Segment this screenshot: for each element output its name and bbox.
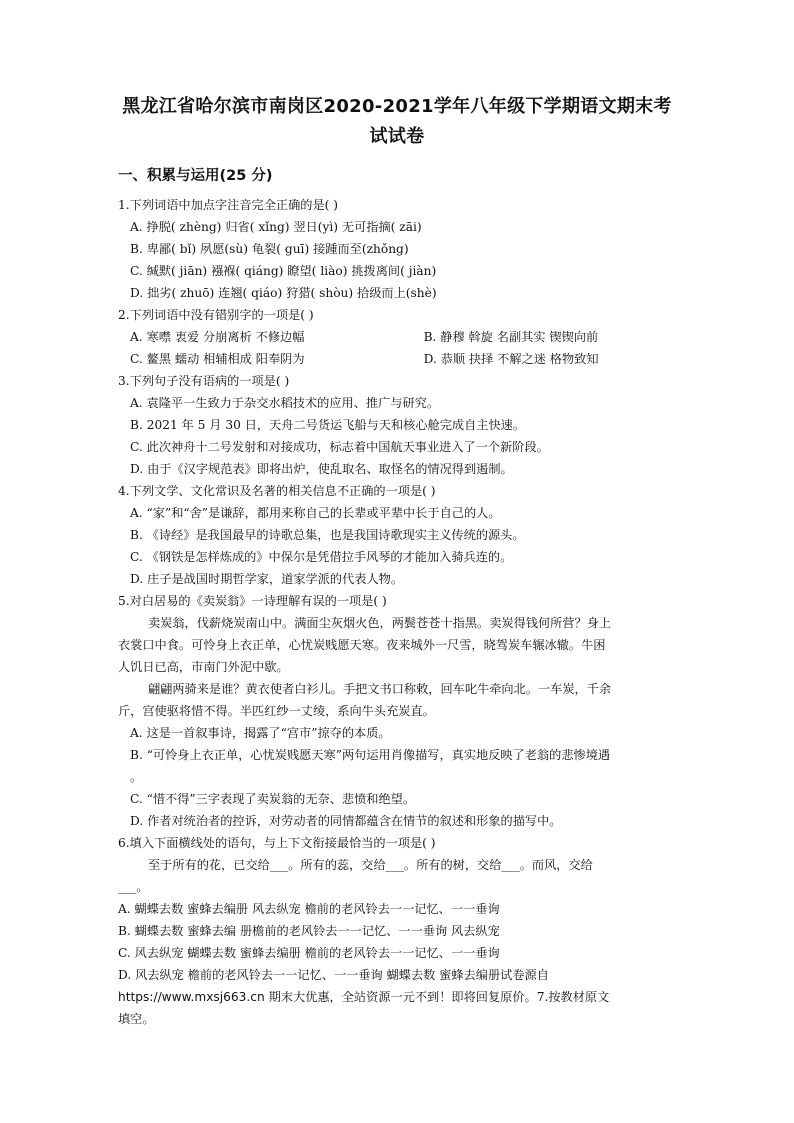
question-2-option-b: B. 静穆 斡旋 名副其实 锲锲向前	[423, 330, 599, 344]
question-2-option-d: D. 恭顺 抉择 不解之迷 格物致知	[423, 352, 599, 366]
question-1-option-b: B. 卑鄙( bǐ) 夙愿(sù) 龟裂( guī) 接踵而至(zhǒng)	[130, 242, 409, 256]
exam-title	[100, 92, 694, 152]
question-4-option-d: D. 庄子是战国时期哲学家，道家学派的代表人物。	[130, 572, 404, 586]
question-5-option-b-cont: 。	[130, 770, 143, 784]
question-6-stem: 6.填入下面横线处的语句，与上下文衔接最恰当的一项是( )	[118, 836, 436, 850]
title-line-2: 试试卷	[369, 126, 425, 147]
promo-line	[118, 986, 678, 1008]
question-1-option-a: A. 挣脱( zhèng) 归省( xǐng) 翌日(yì) 无可指摘( zāi)	[130, 220, 422, 234]
poem-line: 人饥日已高，市南门外泥中歇。	[118, 660, 289, 674]
question-6-option-c: C. 风去纵宠 蝴蝶去数 蜜蜂去编册 檐前的老风铃去一一记忆、一一垂询	[118, 946, 500, 960]
question-6-option-b: B. 蝴蝶去数 蜜蜂去编 册檐前的老风铃去一一记忆、一一垂询 风去纵宠	[118, 924, 500, 938]
question-1-stem: 1.下列词语中加点字注音完全正确的是( )	[118, 198, 339, 212]
question-1-option-d: D. 拙劣( zhuō) 连翘( qiáo) 狩猎( shòu) 拾级而上(shè)	[130, 286, 437, 300]
question-3-option-b: B. 2021 年 5 月 30 日，天舟二号货运飞船与天和核心舱完成自主快速。	[130, 418, 526, 432]
question-2-row-1	[118, 326, 678, 348]
question-4-stem: 4.下列文学、文化常识及名著的相关信息不正确的一项是( )	[118, 484, 436, 498]
question-5-option-a: A. 这是一首叙事诗，揭露了“宫市”掠夺的本质。	[130, 726, 391, 740]
question-1-option-c: C. 缄默( jiān) 襁褓( qiáng) 瞭望( liào) 挑拨离间( jiàn)	[130, 264, 437, 278]
poem-line: 衣裳口中食。可怜身上衣正单，心忧炭贱愿天寒。夜来城外一尺雪，晓驾炭车辗冰辙。牛困	[118, 638, 606, 652]
section-heading: 一、积累与运用(25 分)	[118, 168, 273, 184]
question-4-option-c: C. 《钢铁是怎样炼成的》中保尔是凭借拉手风琴的才能加入骑兵连的。	[130, 550, 513, 564]
question-2-option-a: A. 寒噤 衷爱 分崩离析 不修边幅	[130, 330, 305, 344]
question-5-option-d: D. 作者对统治者的控诉，对劳动者的同情都蕴含在情节的叙述和形象的描写中。	[130, 814, 562, 828]
poem-line: 斤，宫使驱将惜不得。半匹红纱一丈绫，系向牛头充炭直。	[118, 704, 435, 718]
question-2-stem: 2.下列词语中没有错别字的一项是( )	[118, 308, 314, 322]
title-line-1: 黑龙江省哈尔滨市南岗区2020-2021学年八年级下学期语文期末考	[122, 96, 672, 117]
question-3-option-d: D. 由于《汉字规范表》即将出炉，使乱取名、取怪名的情况得到遏制。	[130, 462, 513, 476]
question-list	[118, 194, 678, 1030]
question-3-option-a: A. 袁隆平一生致力于杂交水稻技术的应用、推广与研究。	[130, 396, 440, 410]
poem-line: 翩翩两骑来是谁？黄衣使者白衫儿。手把文书口称敕，回车叱牛牵向北。一车炭，千余	[148, 682, 612, 696]
question-5-stem: 5.对白居易的《卖炭翁》一诗理解有误的一项是( )	[118, 594, 387, 608]
question-6-passage: 至于所有的花，已交给___。所有的蕊，交给___。所有的树，交给___。而风，交给	[148, 858, 593, 872]
question-6-option-a: A. 蝴蝶去数 蜜蜂去编册 风去纵宠 檐前的老风铃去一一记忆、一一垂询	[118, 902, 500, 916]
question-4-option-b: B. 《诗经》是我国最早的诗歌总集，也是我国诗歌现实主义传统的源头。	[130, 528, 525, 542]
question-6-option-d: D. 风去纵宠 檐前的老风铃去一一记忆、一一垂询 蝴蝶去数 蜜蜂去编册试卷源自	[118, 968, 549, 982]
source-link[interactable]: https://www.mxsj663.cn	[118, 990, 265, 1004]
question-3-stem: 3.下列句子没有语病的一项是( )	[118, 374, 290, 388]
question-4-option-a: A. “家”和“舍”是谦辞，都用来称自己的长辈或平辈中长于自己的人。	[130, 506, 501, 520]
question-5-option-b: B. “可怜身上衣正单，心忧炭贱愿天寒”两句运用肖像描写，真实地反映了老翁的悲惨境遇	[130, 748, 611, 762]
poem-line: 卖炭翁，伐薪烧炭南山中。满面尘灰烟火色，两鬓苍苍十指黑。卖炭得钱何所营？身上	[148, 616, 612, 630]
question-2-row-2	[118, 348, 678, 370]
question-6-passage-cont: ___。	[118, 880, 149, 894]
question-5-option-c: C. “惜不得”三字表现了卖炭翁的无奈、悲愤和绝望。	[130, 792, 416, 806]
promo-line-cont: 填空。	[118, 1012, 155, 1026]
question-2-option-c: C. 鳌黑 蠕动 相辅相成 阳奉阴为	[130, 352, 305, 366]
promo-text: 期末大优惠，全站资源一元不到！即将回复原价。7.按教材原文	[264, 990, 610, 1004]
question-3-option-c: C. 此次神舟十二号发射和对接成功，标志着中国航天事业进入了一个新阶段。	[130, 440, 549, 454]
